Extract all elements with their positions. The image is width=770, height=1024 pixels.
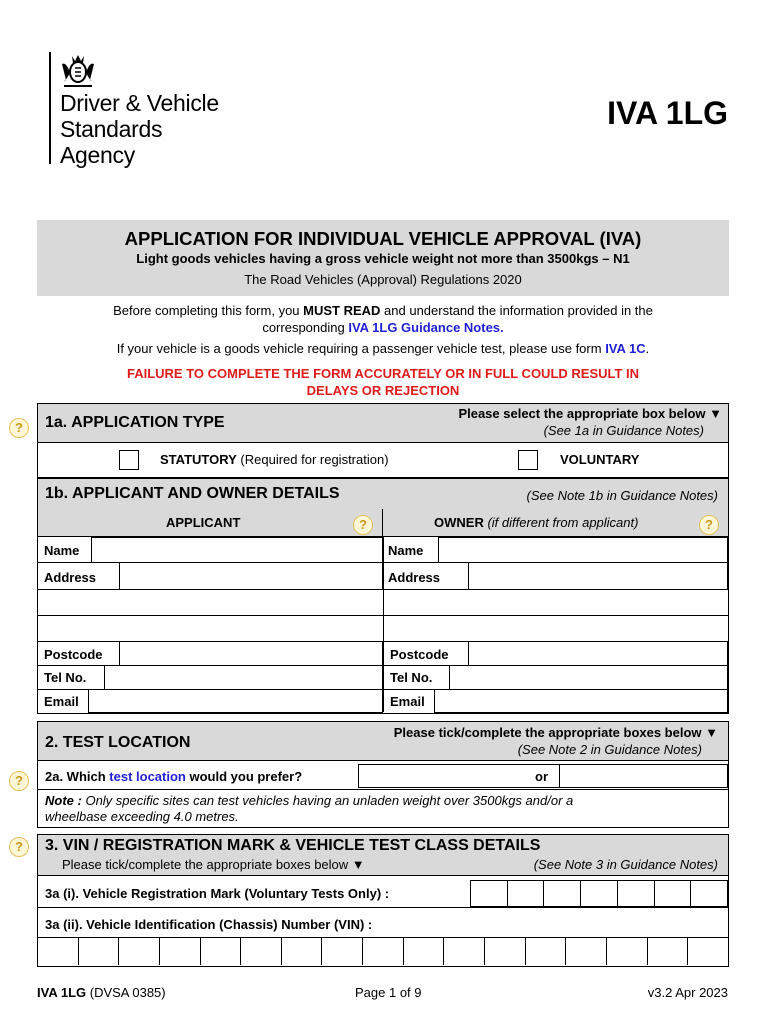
vertical-rule — [49, 52, 51, 164]
applicant-email-input[interactable] — [88, 689, 383, 713]
royal-crest-icon — [58, 52, 98, 88]
intro-line-2: corresponding IVA 1LG Guidance Notes. — [262, 320, 504, 335]
help-icon[interactable]: ? — [9, 418, 29, 438]
vin-char-box[interactable] — [322, 937, 363, 965]
applicant-heading: APPLICANT — [166, 515, 241, 530]
owner-address-input[interactable] — [468, 562, 728, 590]
owner-postcode-label: Postcode — [390, 647, 449, 662]
vin-char-box[interactable] — [363, 937, 404, 965]
owner-email-label: Email — [390, 694, 425, 709]
vin-char-box[interactable] — [526, 937, 567, 965]
help-icon[interactable]: ? — [699, 515, 719, 535]
applicant-name-input[interactable] — [91, 537, 383, 563]
vin-char-box[interactable] — [648, 937, 689, 965]
owner-email-input[interactable] — [434, 689, 728, 713]
section-1b-note: (See Note 1b in Guidance Notes) — [526, 488, 718, 503]
warning-line-2: DELAYS OR REJECTION — [306, 383, 460, 398]
form-subtitle: Light goods vehicles having a gross vehicle weight not more than 3500kgs – N1 — [136, 251, 630, 266]
section-3-title: 3. VIN / REGISTRATION MARK & VEHICLE TEST CLASS DETAILS — [45, 837, 541, 854]
owner-tel-input[interactable] — [449, 665, 728, 690]
section-2-body — [37, 760, 729, 828]
section-1a-header — [37, 403, 729, 443]
help-icon[interactable]: ? — [9, 837, 29, 857]
registration-char-box[interactable] — [654, 880, 691, 907]
agency-line-2: Standards — [60, 116, 163, 142]
footer-version: v3.2 Apr 2023 — [647, 985, 728, 1000]
help-icon[interactable]: ? — [9, 771, 29, 791]
owner-tel-label: Tel No. — [390, 670, 433, 685]
section-1a-body — [37, 442, 729, 478]
vin-char-box[interactable] — [688, 937, 728, 965]
footer-page-number: Page 1 of 9 — [355, 985, 422, 1000]
regulations-text: The Road Vehicles (Approval) Regulations 2020 — [244, 272, 522, 287]
vin-char-box[interactable] — [119, 937, 160, 965]
vin-char-box[interactable] — [566, 937, 607, 965]
owner-heading: OWNER (if different from applicant) — [434, 515, 639, 530]
section-2-header — [37, 721, 729, 761]
section-1b-header — [37, 478, 729, 510]
applicant-postcode-input[interactable] — [119, 641, 383, 666]
vin-label: 3a (ii). Vehicle Identification (Chassis) Number (VIN) : — [45, 917, 373, 932]
test-location-question: 2a. Which test location would you prefer? — [45, 769, 303, 784]
registration-mark-label: 3a (i). Vehicle Registration Mark (Voluntary Tests Only) : — [45, 886, 390, 901]
applicant-tel-label: Tel No. — [44, 670, 87, 685]
voluntary-checkbox[interactable] — [518, 450, 538, 470]
vin-boxes — [38, 937, 728, 965]
form-code: IVA 1LG — [607, 95, 728, 131]
registration-mark-boxes — [470, 880, 728, 907]
section-1a-guidance: (See 1a in Guidance Notes) — [543, 423, 704, 438]
owner-name-input[interactable] — [438, 537, 728, 563]
applicant-postcode-label: Postcode — [44, 647, 103, 662]
applicant-address-line-3[interactable] — [38, 616, 383, 641]
section-3-note: (See Note 3 in Guidance Notes) — [533, 857, 718, 872]
vin-char-box[interactable] — [485, 937, 526, 965]
agency-name — [60, 90, 219, 168]
registration-char-box[interactable] — [617, 880, 654, 907]
intro-text — [37, 302, 729, 399]
help-icon[interactable]: ? — [353, 515, 373, 535]
applicant-address-input[interactable] — [119, 562, 383, 590]
section-1b-title: 1b. APPLICANT AND OWNER DETAILS — [45, 485, 340, 502]
owner-address-line-3[interactable] — [384, 616, 728, 641]
registration-char-box[interactable] — [580, 880, 617, 907]
form-title: APPLICATION FOR INDIVIDUAL VEHICLE APPROVAL (IVA) — [124, 228, 642, 249]
vin-char-box[interactable] — [444, 937, 485, 965]
applicant-email-label: Email — [44, 694, 79, 709]
or-label: or — [535, 769, 548, 784]
registration-char-box[interactable] — [507, 880, 544, 907]
guidance-notes-link[interactable]: IVA 1LG Guidance Notes — [348, 320, 501, 335]
section-1a-hint: Please select the appropriate box below ▼ — [458, 406, 722, 421]
registration-char-box[interactable] — [470, 880, 507, 907]
warning-line-1: FAILURE TO COMPLETE THE FORM ACCURATELY OR IN FULL COULD RESULT IN — [126, 366, 640, 381]
section-2-guidance: (See Note 2 in Guidance Notes) — [517, 742, 702, 757]
vin-char-box[interactable] — [201, 937, 242, 965]
registration-char-box[interactable] — [543, 880, 580, 907]
section-1a-title: 1a. APPLICATION TYPE — [45, 414, 225, 431]
vin-char-box[interactable] — [79, 937, 120, 965]
test-location-link[interactable]: test location — [109, 769, 186, 784]
row-line — [38, 789, 728, 790]
vin-char-box[interactable] — [38, 937, 79, 965]
registration-char-box[interactable] — [690, 880, 728, 907]
section-2-hint: Please tick/complete the appropriate boxes below ▼ — [393, 725, 718, 740]
intro-line-3: If your vehicle is a goods vehicle requiring a passenger vehicle test, please use form IVA 1C. — [116, 341, 650, 356]
vin-char-box[interactable] — [607, 937, 648, 965]
agency-line-1: Driver & Vehicle — [60, 90, 219, 116]
vin-char-box[interactable] — [160, 937, 201, 965]
section-1b-body — [37, 509, 729, 714]
section-3-body — [37, 875, 729, 967]
footer-code: IVA 1LG (DVSA 0385) — [37, 985, 166, 1000]
applicant-name-label: Name — [44, 543, 80, 558]
agency-logo — [46, 52, 246, 170]
vin-char-box[interactable] — [282, 937, 323, 965]
owner-postcode-input[interactable] — [468, 641, 728, 666]
test-location-input-2[interactable] — [559, 764, 728, 788]
statutory-label: STATUTORY (Required for registration) — [160, 452, 389, 467]
owner-address-line-2[interactable] — [384, 590, 728, 615]
owner-name-label: Name — [388, 543, 424, 558]
row-line — [38, 907, 728, 908]
vin-char-box[interactable] — [241, 937, 282, 965]
applicant-tel-input[interactable] — [104, 665, 383, 690]
title-bar — [37, 220, 729, 296]
owner-address-label: Address — [388, 570, 441, 585]
intro-line-1: Before completing this form, you MUST READ and understand the information provided in the — [113, 303, 653, 318]
applicant-address-line-2[interactable] — [38, 590, 383, 615]
agency-line-3: Agency — [60, 142, 135, 168]
applicant-address-label: Address — [44, 570, 97, 585]
section-3-header — [37, 834, 729, 876]
section-2-title: 2. TEST LOCATION — [45, 734, 191, 751]
test-location-note: Note : Only specific sites can test vehicles having an unladen weight over 3500kgs and/or a wheelbase exceeding 4.0 metres. — [45, 793, 574, 824]
section-3-hint: Please tick/complete the appropriate boxes below ▼ — [62, 857, 365, 872]
voluntary-label: VOLUNTARY — [560, 452, 640, 467]
statutory-checkbox[interactable] — [119, 450, 139, 470]
vin-char-box[interactable] — [404, 937, 445, 965]
iva-1c-link[interactable]: IVA 1C — [605, 341, 646, 356]
